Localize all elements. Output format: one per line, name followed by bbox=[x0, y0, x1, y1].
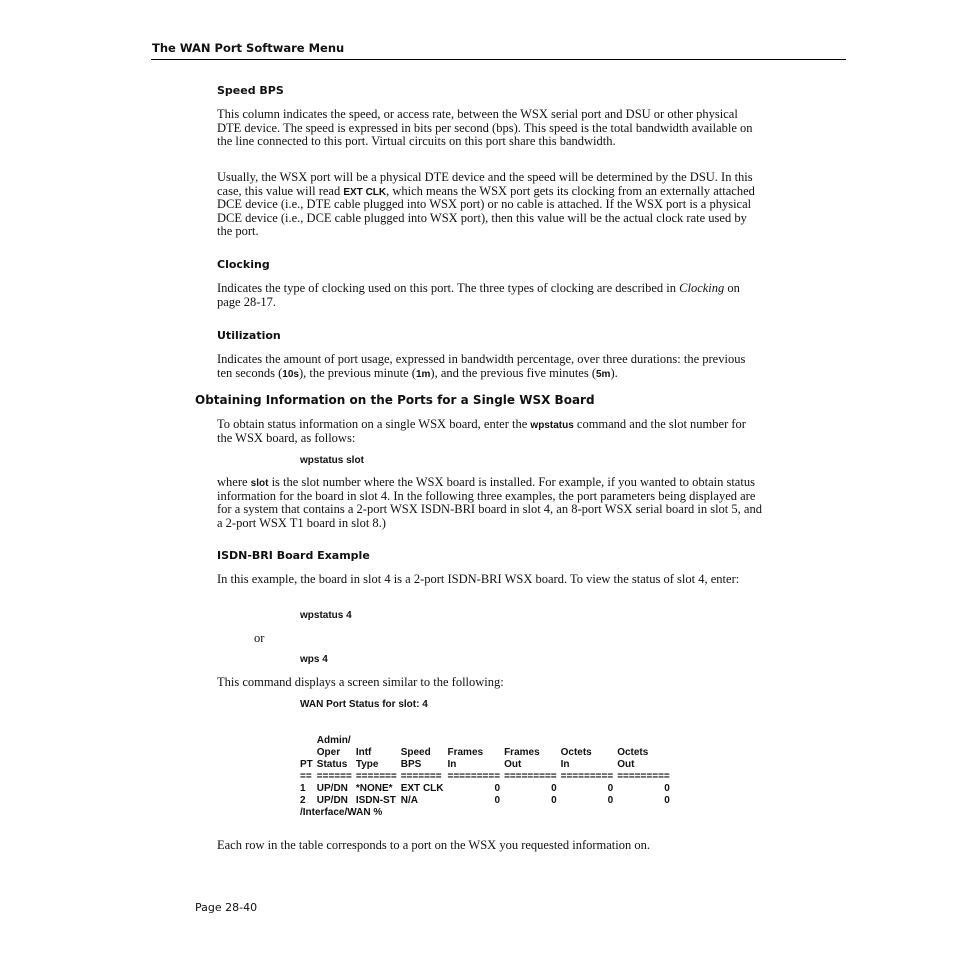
obtaining-paragraph-1: To obtain status information on a single WSX board, enter the wpstatus command and the slot number for the WSX board, as follows: bbox=[217, 417, 746, 445]
running-header: The WAN Port Software Menu bbox=[152, 41, 345, 55]
port-status-table bbox=[298, 735, 672, 807]
heading-utilization: Utilization bbox=[217, 329, 281, 342]
or-text: or bbox=[254, 631, 265, 645]
isdn-paragraph-3: Each row in the table corresponds to a port on the WSX you requested information on. bbox=[217, 838, 650, 852]
command-wps-4: wps 4 bbox=[300, 654, 328, 665]
table-separator-row: == ====== ======= ======= ========= ========= ========= ========= bbox=[300, 771, 670, 782]
utilization-paragraph: Indicates the amount of port usage, expressed in bandwidth percentage, over three durations: the previous ten seconds (10s), the previous minute (1m), and the previous five minutes (5m). bbox=[217, 352, 746, 380]
heading-clocking: Clocking bbox=[217, 258, 270, 271]
obtaining-paragraph-2: where slot is the slot number where the WSX board is installed. For example, if you wanted to obtain status information for the board in slot 4. In the following three examples, the port parameters being displayed are for a system that contains a 2-port WSX ISDN-BRI board in slot 4, an 8-port WSX serial board in slot 5, and a 2-port WSX T1 board in slot 8.) bbox=[217, 475, 762, 530]
clocking-paragraph: Indicates the type of clocking used on this port. The three types of clocking are described in Clocking on page 28-17. bbox=[217, 281, 740, 309]
command-wpstatus-slot: wpstatus slot bbox=[300, 455, 364, 466]
header-rule bbox=[151, 59, 846, 60]
slot-code: slot bbox=[250, 478, 269, 489]
heading-isdn-bri-example: ISDN-BRI Board Example bbox=[217, 549, 370, 562]
screen-title: WAN Port Status for slot: 4 bbox=[300, 699, 428, 710]
heading-speed-bps: Speed BPS bbox=[217, 84, 284, 97]
heading-obtaining-information: Obtaining Information on the Ports for a Single WSX Board bbox=[195, 393, 595, 407]
table-header-row: Oper Intf Speed Frames Frames Octets Octets bbox=[316, 747, 649, 758]
speed-paragraph-1: This column indicates the speed, or access rate, between the WSX serial port and DSU or other physical DTE device. The speed is expressed in bits per second (bps). This speed is the total bandwidth available on the line connected to this port. Virtual circuits on this port share this bandwidth. bbox=[217, 107, 753, 148]
clocking-reference: Clocking bbox=[679, 281, 725, 295]
page-number: Page 28-40 bbox=[195, 901, 258, 914]
table-header-row: PT Status Type BPS In Out In Out bbox=[300, 759, 635, 770]
table-row: 1 UP/DN *NONE* EXT CLK 0 0 0 0 bbox=[300, 783, 670, 794]
wpstatus-code: wpstatus bbox=[530, 420, 574, 431]
command-wpstatus-4: wpstatus 4 bbox=[300, 610, 352, 621]
isdn-paragraph-1: In this example, the board in slot 4 is a 2-port ISDN-BRI WSX board. To view the status of slot 4, enter: bbox=[217, 572, 740, 586]
speed-paragraph-2: Usually, the WSX port will be a physical DTE device and the speed will be determined by the DSU. In this case, this value will read EXT CLK, which means the WSX port gets its clocking from an externally attached DCE device (i.e., DTE cable plugged into WSX port) or no cable is attached. If the WSX port is a physical DCE device (i.e., DCE cable plugged into WSX port), then this value will be the actual clock rate used by the port. bbox=[217, 170, 755, 238]
isdn-paragraph-2: This command displays a screen similar to the following: bbox=[217, 675, 504, 689]
ext-clk-code: EXT CLK bbox=[343, 186, 387, 198]
table-row: 2 UP/DN ISDN-ST N/A 0 0 0 0 bbox=[300, 795, 670, 806]
interface-prompt: /Interface/WAN % bbox=[300, 807, 383, 818]
table-header-row: Admin/ bbox=[316, 735, 351, 746]
